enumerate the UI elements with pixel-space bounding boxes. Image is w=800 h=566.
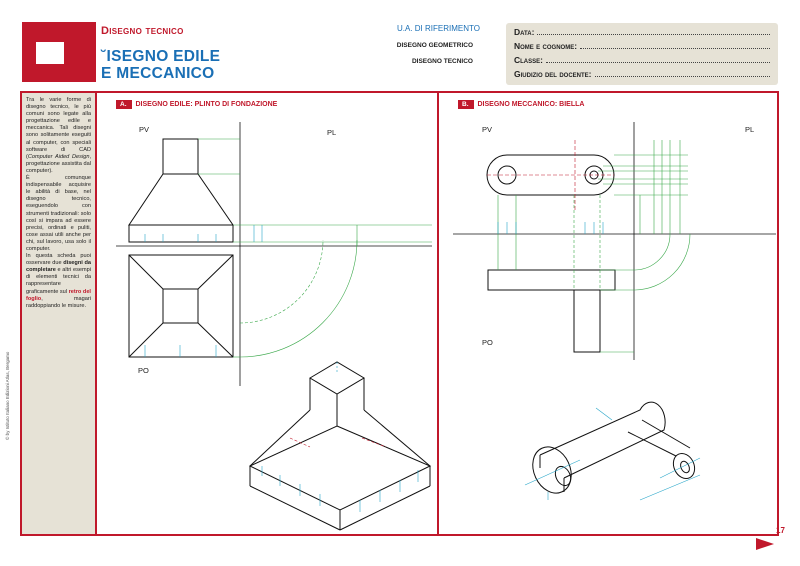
intro-p3-end: , magari raddoppiando le misure. xyxy=(26,295,91,309)
name-label: Nome e cognome: xyxy=(514,41,578,51)
copyright-notice: © by Istituto Italiano Edizioni Atlas, Bergamo xyxy=(5,351,10,440)
class-label: Classe: xyxy=(514,55,543,65)
biella-isometric xyxy=(526,402,699,499)
intro-p1: Tra le varie forme di disegno tecnico, le più comuni sono legate alla progettazione edile e meccanica. Tali disegni sono solitamente eseguiti al computer, con speciali software di CAD ( xyxy=(26,97,91,160)
biella-orthographic xyxy=(453,122,776,360)
page-number: 17 xyxy=(776,526,785,535)
intro-p2: È comunque indispensabile acquisire le abilità di base, nel disegno tecnico, eseguendolo con strumenti tradizionali: solo così si impara ad essere precisi, ordinati e puliti, cose assai utili anche per chi, sul lavoro, usa solo il computer. xyxy=(26,175,91,252)
ua-item-geometrico: DISEGNO GEOMETRICO xyxy=(396,42,473,49)
plinth-iso-guides xyxy=(262,362,418,512)
intro-p3-bold: disegni da completare xyxy=(26,260,91,274)
intro-p3-mid: e altri esempi di elementi tecnici da rappresentare graficamente sul xyxy=(26,267,91,295)
subject-label: Disegno tecnico xyxy=(101,25,184,37)
biella-guide-ticks xyxy=(487,140,614,234)
section-b-pl-label: PL xyxy=(745,125,755,134)
section-a-badge: A. xyxy=(116,100,132,109)
biella-construction-lines xyxy=(498,140,690,352)
intro-p3: In questa scheda puoi osservare due xyxy=(26,253,91,267)
section-b-title: DISEGNO MECCANICO: BIELLA xyxy=(477,101,585,108)
section-a-po-label: PO xyxy=(138,366,149,375)
section-a-pv-label: PV xyxy=(139,125,150,134)
section-a-pl-label: PL xyxy=(327,128,337,137)
section-b-badge: B. xyxy=(458,100,474,109)
section-b-pv-label: PV xyxy=(482,125,493,134)
ua-heading: U.A. DI RIFERIMENTO xyxy=(397,24,480,33)
date-label: Data: xyxy=(514,27,535,37)
title-line-1: ˘ISEGNO EDILE xyxy=(101,48,221,65)
intro-p1-end: , progettazione assistita dal computer). xyxy=(26,153,91,174)
ua-item-tecnico: DISEGNO TECNICO xyxy=(411,58,473,65)
plinth-orthographic xyxy=(116,122,432,386)
next-page-arrow-icon[interactable] xyxy=(756,538,774,550)
section-b-po-label: PO xyxy=(482,338,493,347)
section-a-title: DISEGNO EDILE: PLINTO DI FONDAZIONE xyxy=(135,101,278,108)
plinth-isometric xyxy=(250,362,430,530)
intro-p1-cad: Computer Aided Design xyxy=(27,153,90,160)
grade-label: Giudizio del docente: xyxy=(514,69,592,79)
intro-p3-red: retro del foglio xyxy=(26,288,91,302)
biella-iso-guides xyxy=(525,408,700,500)
title-line-2: E MECCANICO xyxy=(101,65,215,82)
